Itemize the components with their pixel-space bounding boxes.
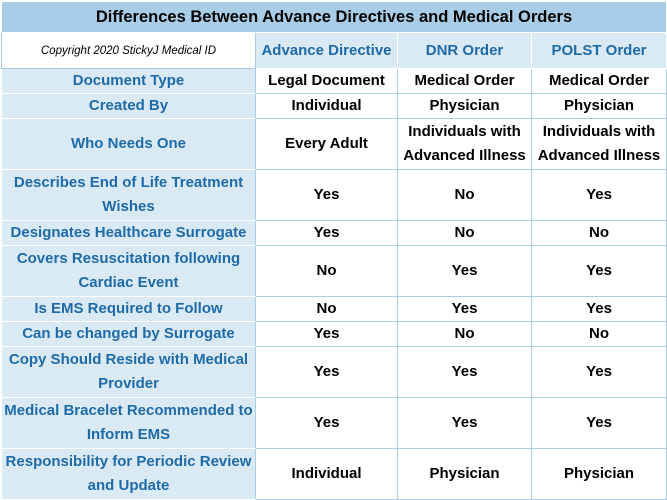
- row-label: Designates Healthcare Surrogate: [2, 221, 256, 246]
- cell-dnr-order: Yes: [398, 246, 532, 297]
- column-header-dnr-order: DNR Order: [398, 33, 532, 69]
- cell-advance-directive: Yes: [256, 347, 398, 398]
- cell-dnr-order: Yes: [398, 297, 532, 322]
- table-row: [2, 322, 667, 347]
- cell-polst-order: No: [532, 322, 667, 347]
- cell-advance-directive: No: [256, 246, 398, 297]
- cell-polst-order: No: [532, 221, 667, 246]
- table-row: [2, 297, 667, 322]
- cell-polst-order: Yes: [532, 398, 667, 449]
- cell-polst-order: Physician: [532, 94, 667, 119]
- cell-advance-directive: Yes: [256, 170, 398, 221]
- column-header-advance-directive: Advance Directive: [256, 33, 398, 69]
- cell-advance-directive: Yes: [256, 398, 398, 449]
- header-row: [2, 33, 667, 69]
- cell-advance-directive: Every Adult: [256, 119, 398, 170]
- table-row: [2, 119, 667, 170]
- cell-polst-order: Medical Order: [532, 69, 667, 94]
- table-row: [2, 94, 667, 119]
- row-label: Who Needs One: [2, 119, 256, 170]
- table-row: [2, 449, 667, 500]
- copyright-notice: Copyright 2020 StickyJ Medical ID: [2, 33, 256, 69]
- cell-advance-directive: No: [256, 297, 398, 322]
- table-row: [2, 398, 667, 449]
- comparison-table: [1, 1, 667, 500]
- cell-polst-order: Yes: [532, 170, 667, 221]
- cell-advance-directive: Yes: [256, 322, 398, 347]
- cell-dnr-order: Individuals with Advanced Illness: [398, 119, 532, 170]
- title-row: [2, 2, 667, 33]
- cell-dnr-order: No: [398, 170, 532, 221]
- row-label: Covers Resuscitation following Cardiac Event: [2, 246, 256, 297]
- cell-dnr-order: Medical Order: [398, 69, 532, 94]
- cell-polst-order: Individuals with Advanced Illness: [532, 119, 667, 170]
- cell-dnr-order: Yes: [398, 398, 532, 449]
- row-label: Medical Bracelet Recommended to Inform EMS: [2, 398, 256, 449]
- cell-polst-order: Physician: [532, 449, 667, 500]
- cell-polst-order: Yes: [532, 347, 667, 398]
- row-label: Responsibility for Periodic Review and Update: [2, 449, 256, 500]
- row-label: Can be changed by Surrogate: [2, 322, 256, 347]
- row-label: Copy Should Reside with Medical Provider: [2, 347, 256, 398]
- table-row: [2, 347, 667, 398]
- column-header-polst-order: POLST Order: [532, 33, 667, 69]
- table-row: [2, 221, 667, 246]
- table-row: [2, 170, 667, 221]
- cell-polst-order: Yes: [532, 297, 667, 322]
- table-row: [2, 69, 667, 94]
- cell-advance-directive: Individual: [256, 94, 398, 119]
- table-row: [2, 246, 667, 297]
- cell-polst-order: Yes: [532, 246, 667, 297]
- cell-dnr-order: Yes: [398, 347, 532, 398]
- cell-dnr-order: Physician: [398, 449, 532, 500]
- row-label: Is EMS Required to Follow: [2, 297, 256, 322]
- row-label: Created By: [2, 94, 256, 119]
- row-label: Describes End of Life Treatment Wishes: [2, 170, 256, 221]
- table-title: Differences Between Advance Directives and Medical Orders: [2, 2, 667, 33]
- cell-advance-directive: Yes: [256, 221, 398, 246]
- row-label: Document Type: [2, 69, 256, 94]
- cell-advance-directive: Individual: [256, 449, 398, 500]
- cell-dnr-order: Physician: [398, 94, 532, 119]
- cell-advance-directive: Legal Document: [256, 69, 398, 94]
- cell-dnr-order: No: [398, 221, 532, 246]
- cell-dnr-order: No: [398, 322, 532, 347]
